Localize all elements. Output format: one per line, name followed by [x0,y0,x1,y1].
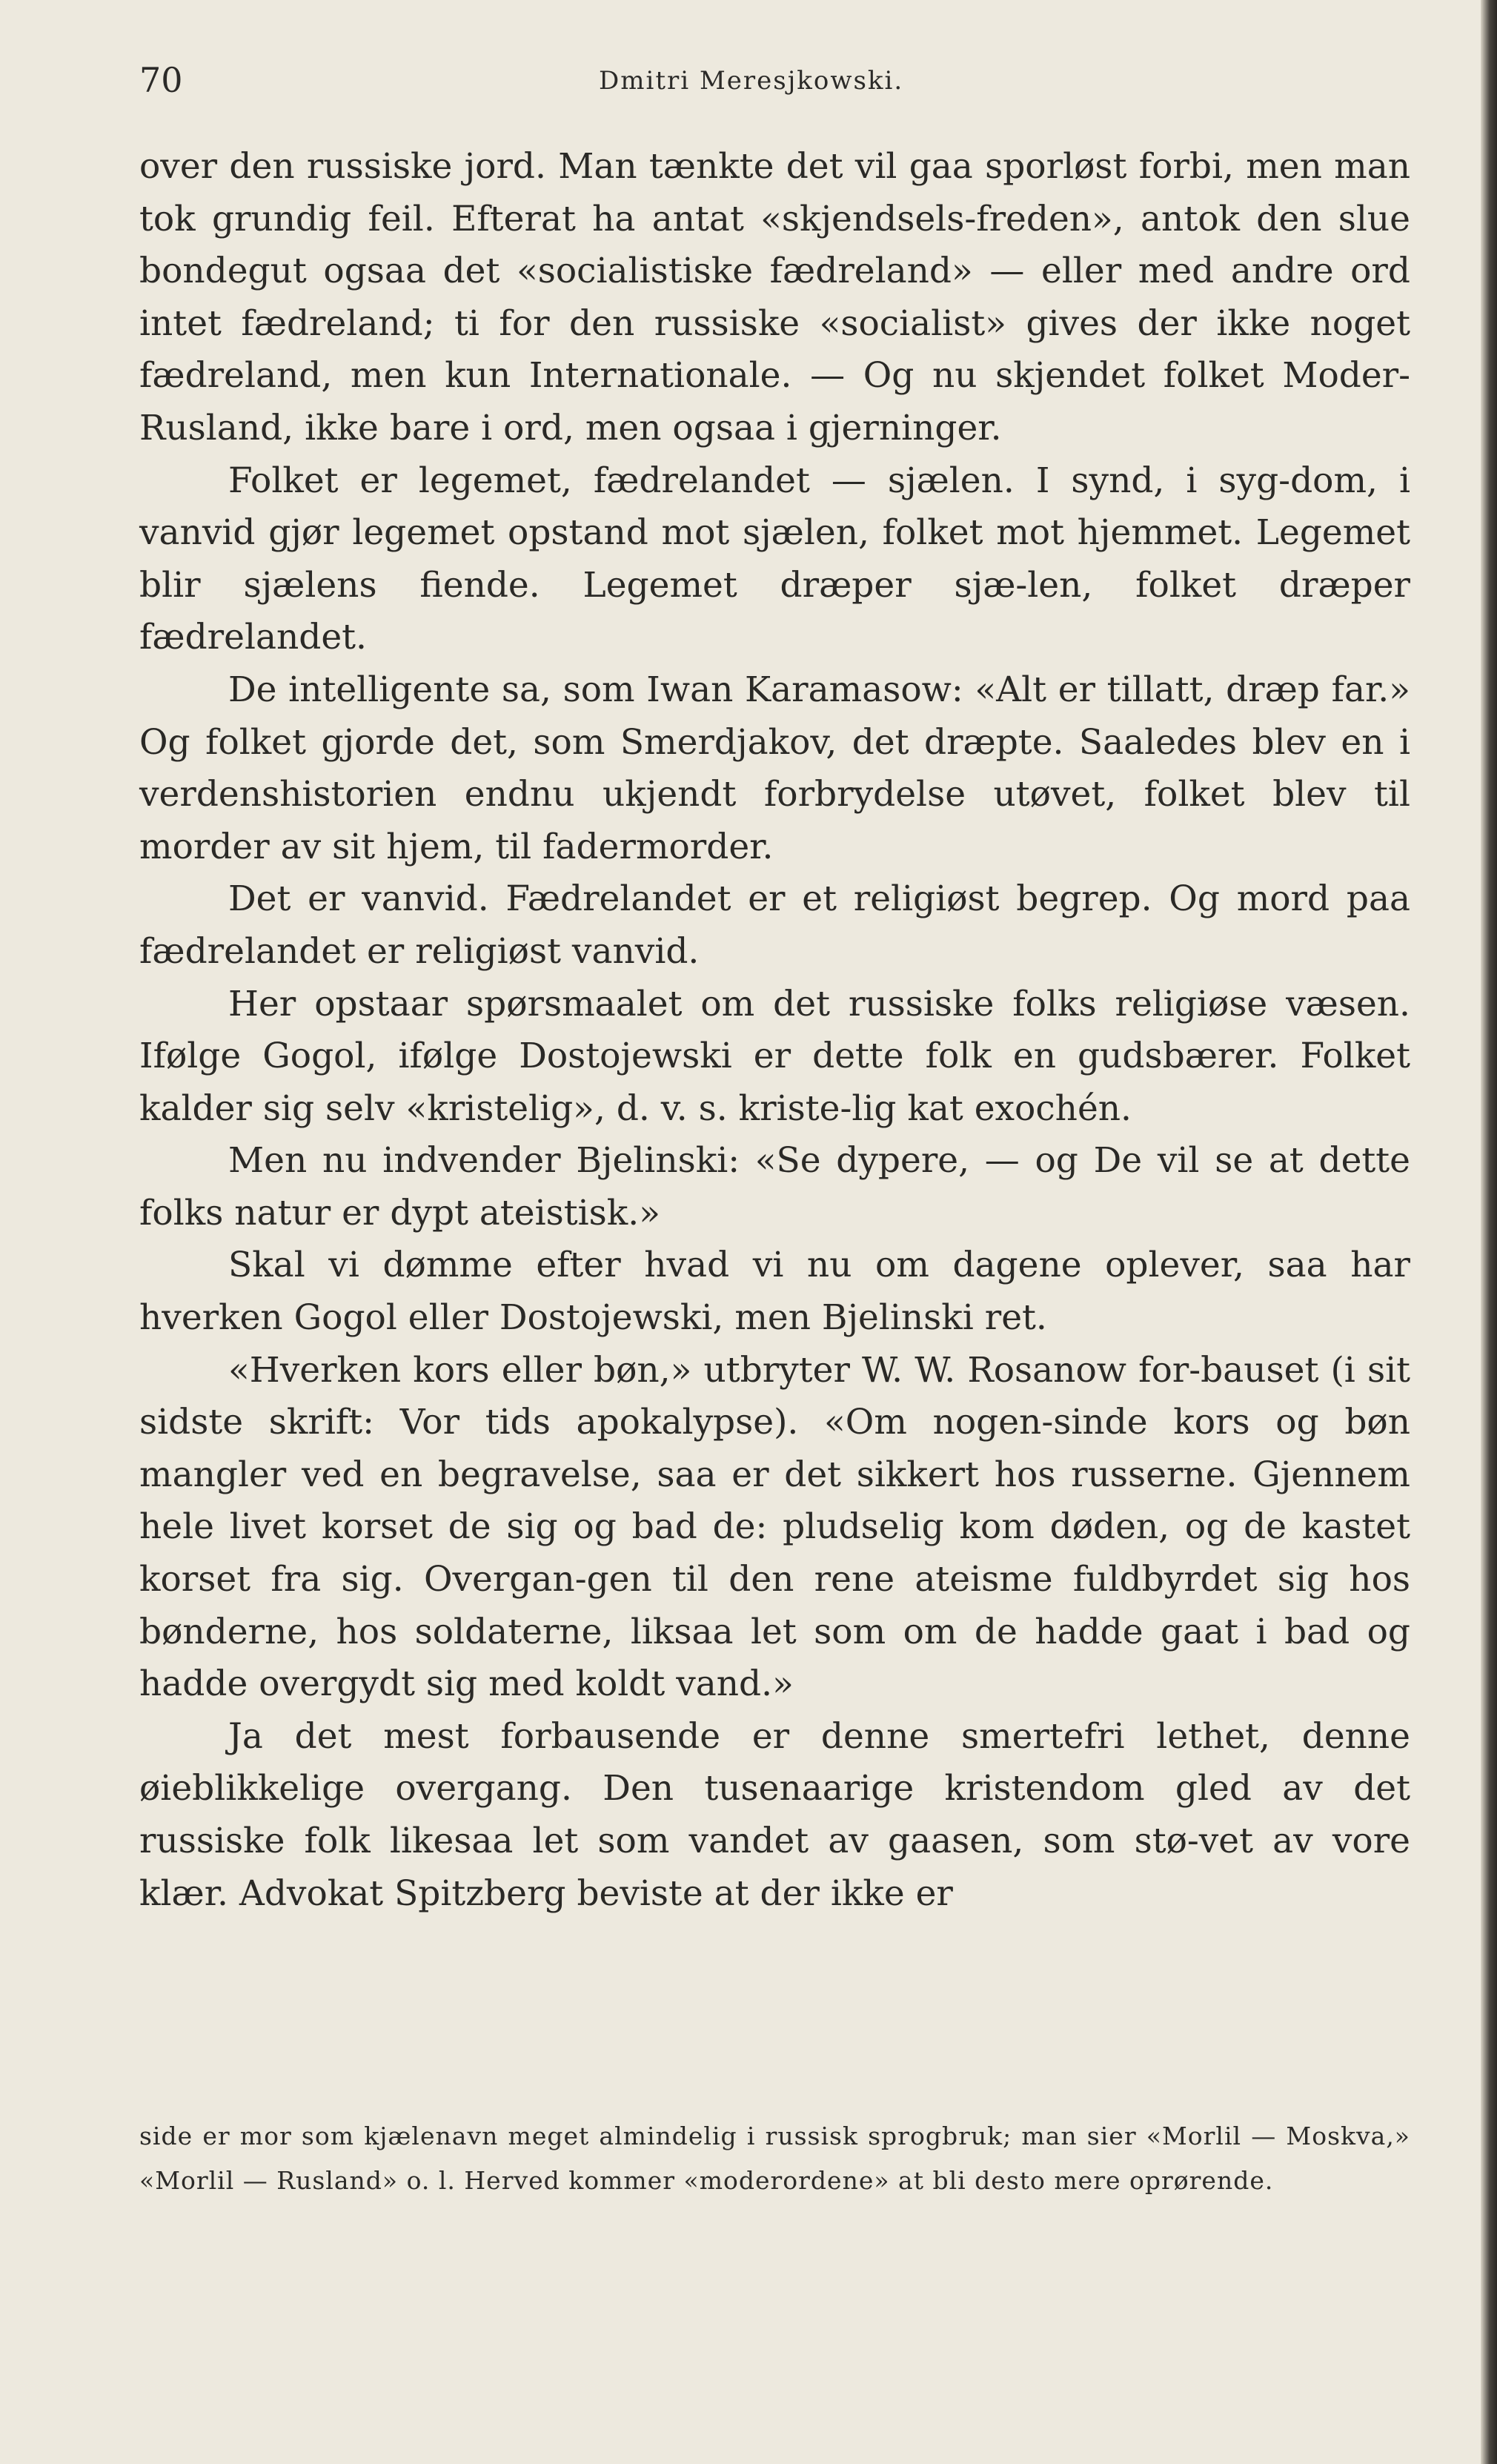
page-header [139,58,1414,110]
footnote: side er mor som kjælenavn meget almindelig i russisk sprogbruk; man sier «Morlil — Moskva,» «Morlil — Rusland» o. l. Herved kommer «moderordene» at bli desto mere oprørende. [139,2122,1410,2195]
paragraph: Ja det mest forbausende er denne smertefri lethet, denne øieblikkelige overgang. Den tusenaarige kristendom gled av det russiske folk likesaa let som vandet av gaasen, som stø-vet av vore klær. Advokat Spitzberg beviste at der ikke er [139,1715,1410,1914]
paragraph: over den russiske jord. Man tænkte det vil gaa sporløst forbi, men man tok grundig feil. Efterat ha antat «skjendsels-freden», antok den slue bondegut ogsaa det «socialistiske fædreland» — eller med andre ord intet fædreland; ti for den russiske «socialist» gives der ikke noget fædreland, men kun Internationale. — Og nu skjendet folket Moder-Rusland, ikke bare i ord, men ogsaa i gjerninger. [139,146,1410,448]
paragraph: Det er vanvid. Fædrelandet er et religiøst begrep. Og mord paa fædrelandet er religiøst vanvid. [139,878,1410,972]
paragraph: Men nu indvender Bjelinski: «Se dypere, — og De vil se at dette folks natur er dypt ateistisk.» [139,1140,1410,1233]
page-number: 70 [139,60,183,100]
paragraph: Skal vi dømme efter hvad vi nu om dagene oplever, saa har hverken Gogol eller Dostojewski, men Bjelinski ret. [139,1245,1410,1339]
paragraph: Her opstaar spørsmaalet om det russiske folks religiøse væsen. Ifølge Gogol, ifølge Dostojewski er dette folk en gudsbærer. Folket kalder sig selv «kristelig», d. v. s. kriste-lig kat exochén. [139,983,1410,1129]
paragraph: De intelligente sa, som Iwan Karamasow: «Alt er tillatt, dræp far.» Og folket gjorde det, som Smerdjakov, det dræpte. Saaledes blev en i verdenshistorien endnu ukjendt forbrydelse utøvet, folket blev til morder av sit hjem, til fadermorder. [139,669,1410,867]
page-binding-edge [1481,0,1497,2464]
body-text [139,141,1410,1920]
paragraph: «Hverken kors eller bøn,» utbryter W. W. Rosanow for-bauset (i sit sidste skrift: Vor tids apokalypse). «Om nogen-sinde kors og bøn mangler ved en begravelse, saa er det sikkert hos russerne. Gjennem hele livet korset de sig og bad de: pludselig kom døden, og de kastet korset fra sig. Overgan-gen til den rene ateisme fuldbyrdet sig hos bønderne, hos soldaterne, liksaa let som om de hadde gaat i bad og hadde overgydt sig med koldt vand.» [139,1349,1410,1705]
paragraph: Folket er legemet, fædrelandet — sjælen. I synd, i syg-dom, i vanvid gjør legemet opstand mot sjælen, folket mot hjemmet. Legemet blir sjælens fiende. Legemet dræper sjæ-len, folket dræper fædrelandet. [139,460,1410,658]
running-head: Dmitri Meresjkowski. [599,66,904,96]
